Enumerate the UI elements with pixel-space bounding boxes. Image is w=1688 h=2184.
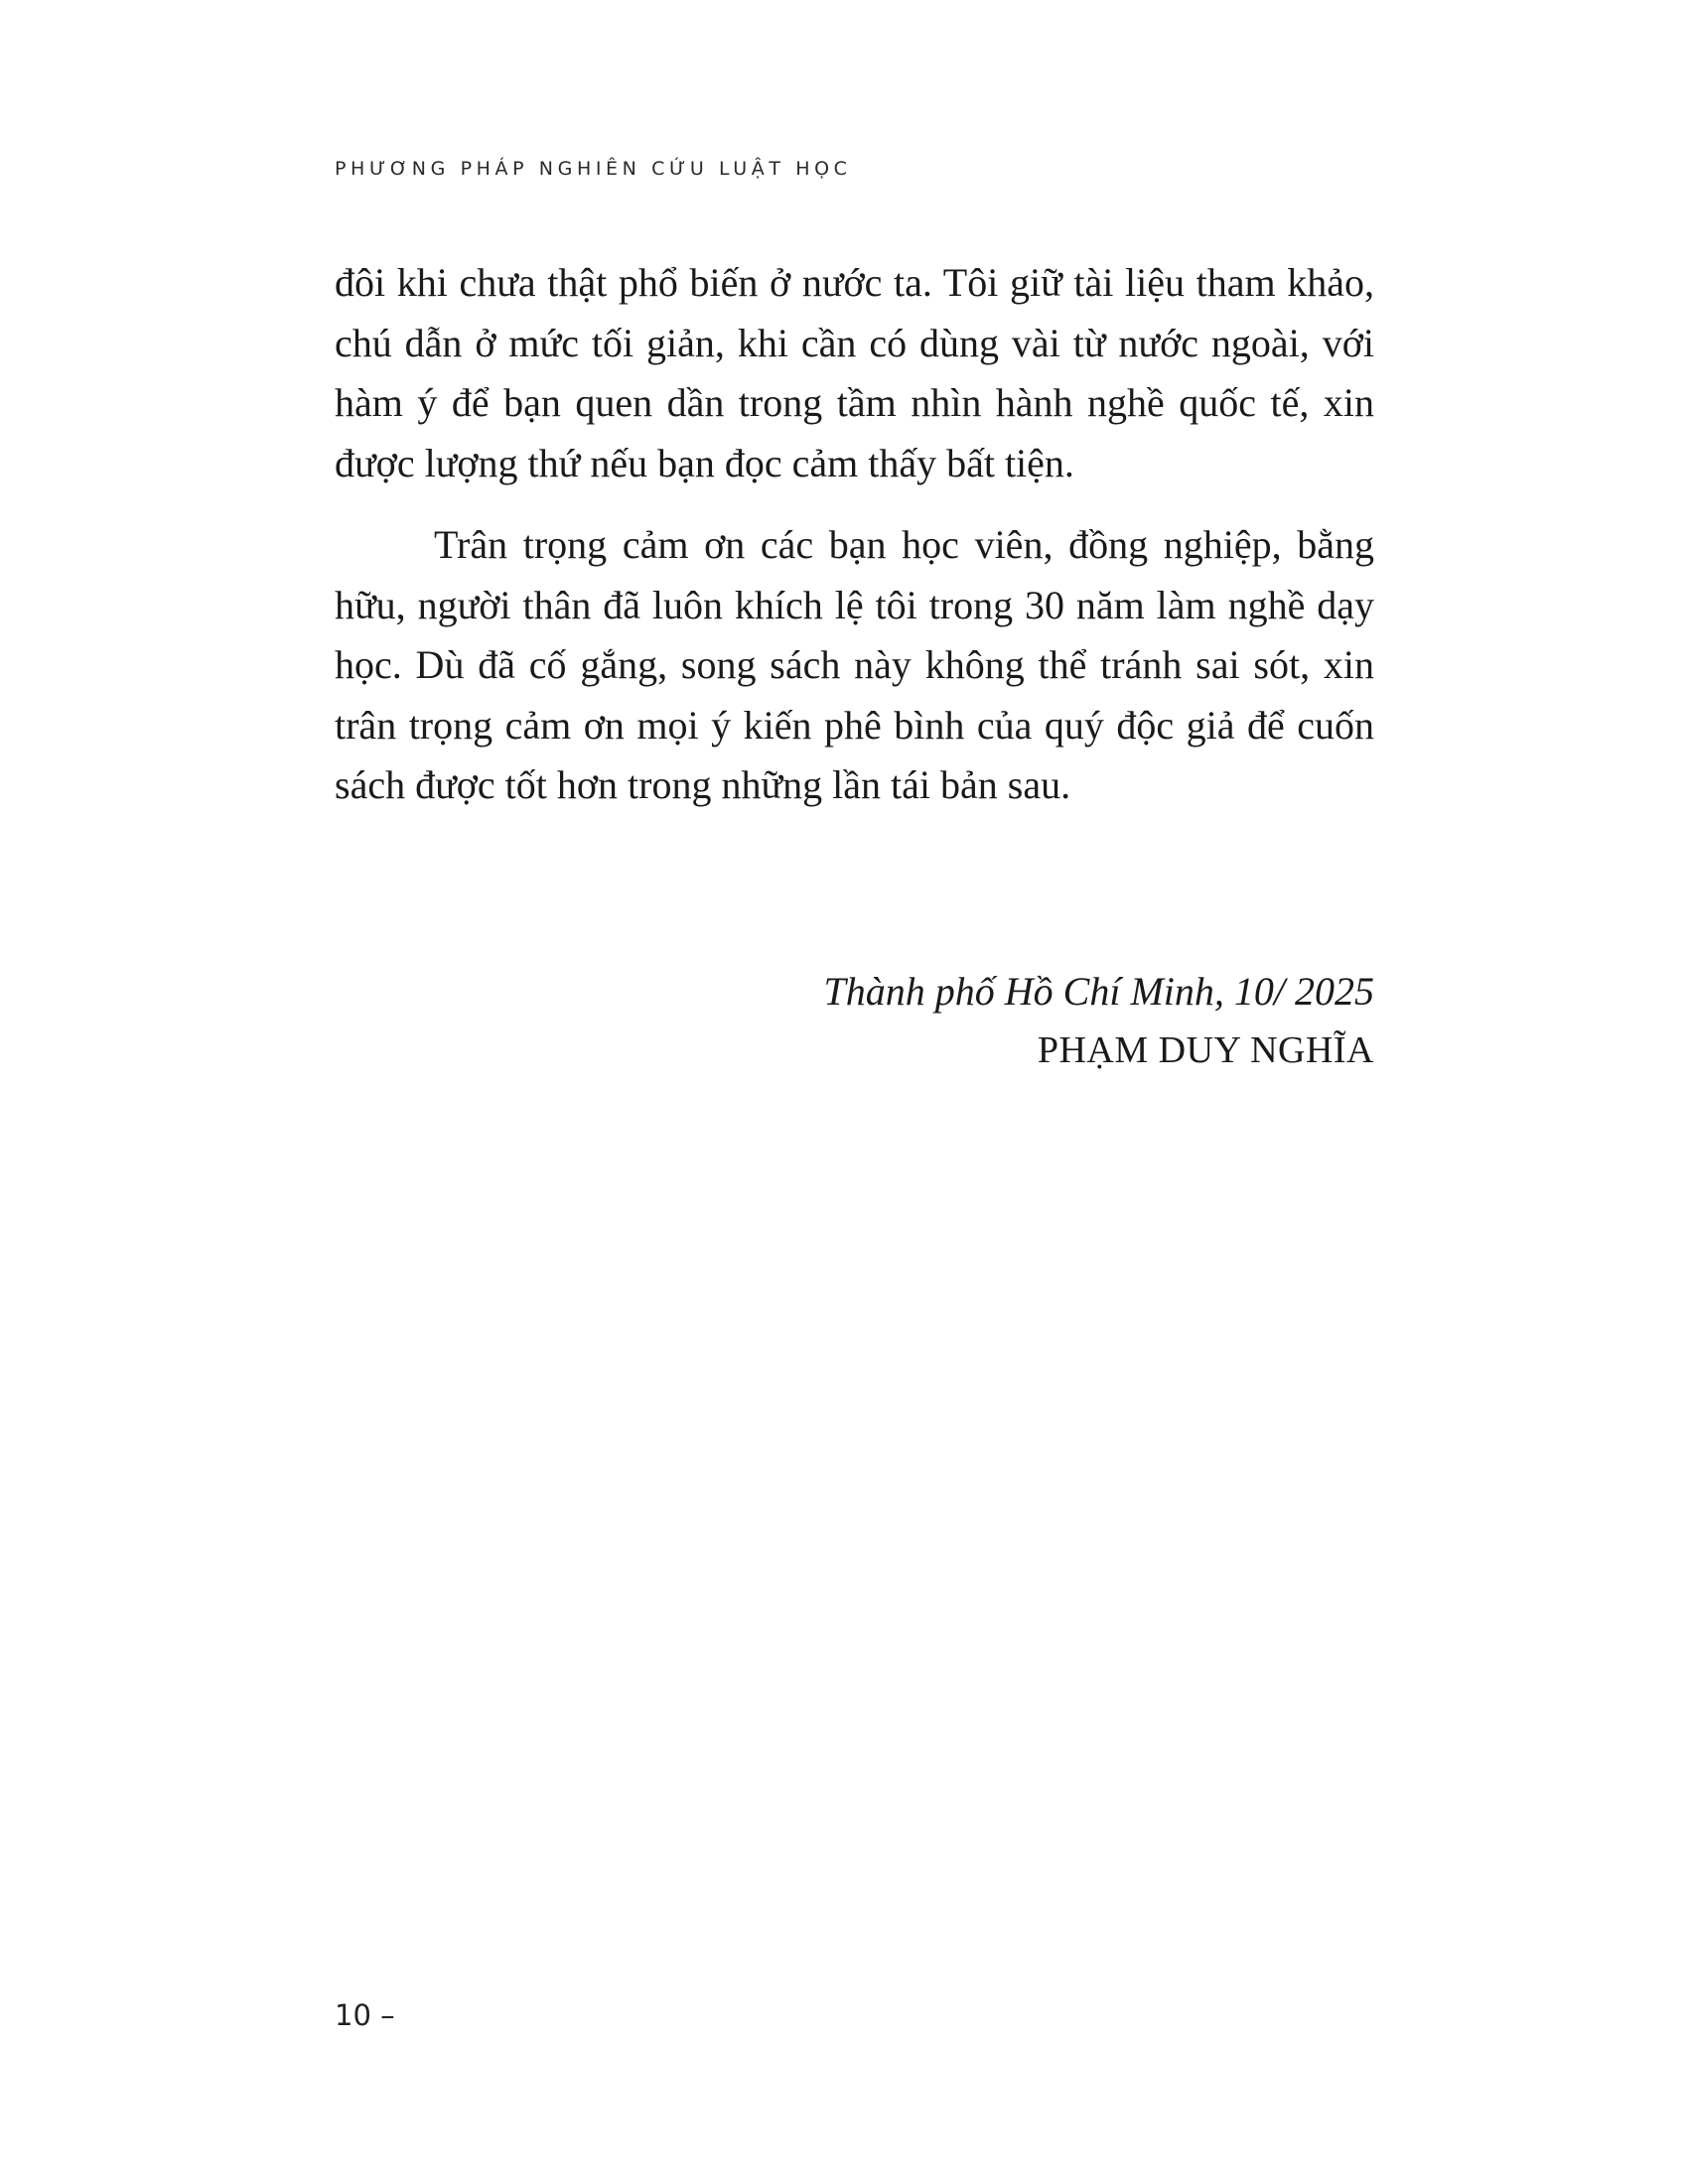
running-header: PHƯƠNG PHÁP NGHIÊN CỨU LUẬT HỌC	[335, 158, 852, 180]
body-text	[335, 253, 1374, 816]
signature-block	[335, 963, 1374, 1080]
signature-author: PHẠM DUY NGHĨA	[1037, 1029, 1374, 1071]
page-number: 10 –	[335, 1998, 395, 2032]
paragraph-continuation: đôi khi chưa thật phổ biến ở nước ta. Tôi giữ tài liệu tham khảo, chú dẫn ở mức tối giản, khi cần có dùng vài từ nước ngoài, với hàm ý để bạn quen dần trong tầm nhìn hành nghề quốc tế, xin được lượng thứ nếu bạn đọc cảm thấy bất tiện.	[335, 260, 1374, 485]
signature-place-date: Thành phố Hồ Chí Minh, 10/ 2025	[823, 969, 1374, 1014]
paragraph-acknowledgement: Trân trọng cảm ơn các bạn học viên, đồng nghiệp, bằng hữu, người thân đã luôn khích lệ tôi trong 30 năm làm nghề dạy học. Dù đã cố gắng, song sách này không thể tránh sai sót, xin trân trọng cảm ơn mọi ý kiến phê bình của quý độc giả để cuốn sách được tốt hơn trong những lần tái bản sau.	[335, 522, 1374, 807]
